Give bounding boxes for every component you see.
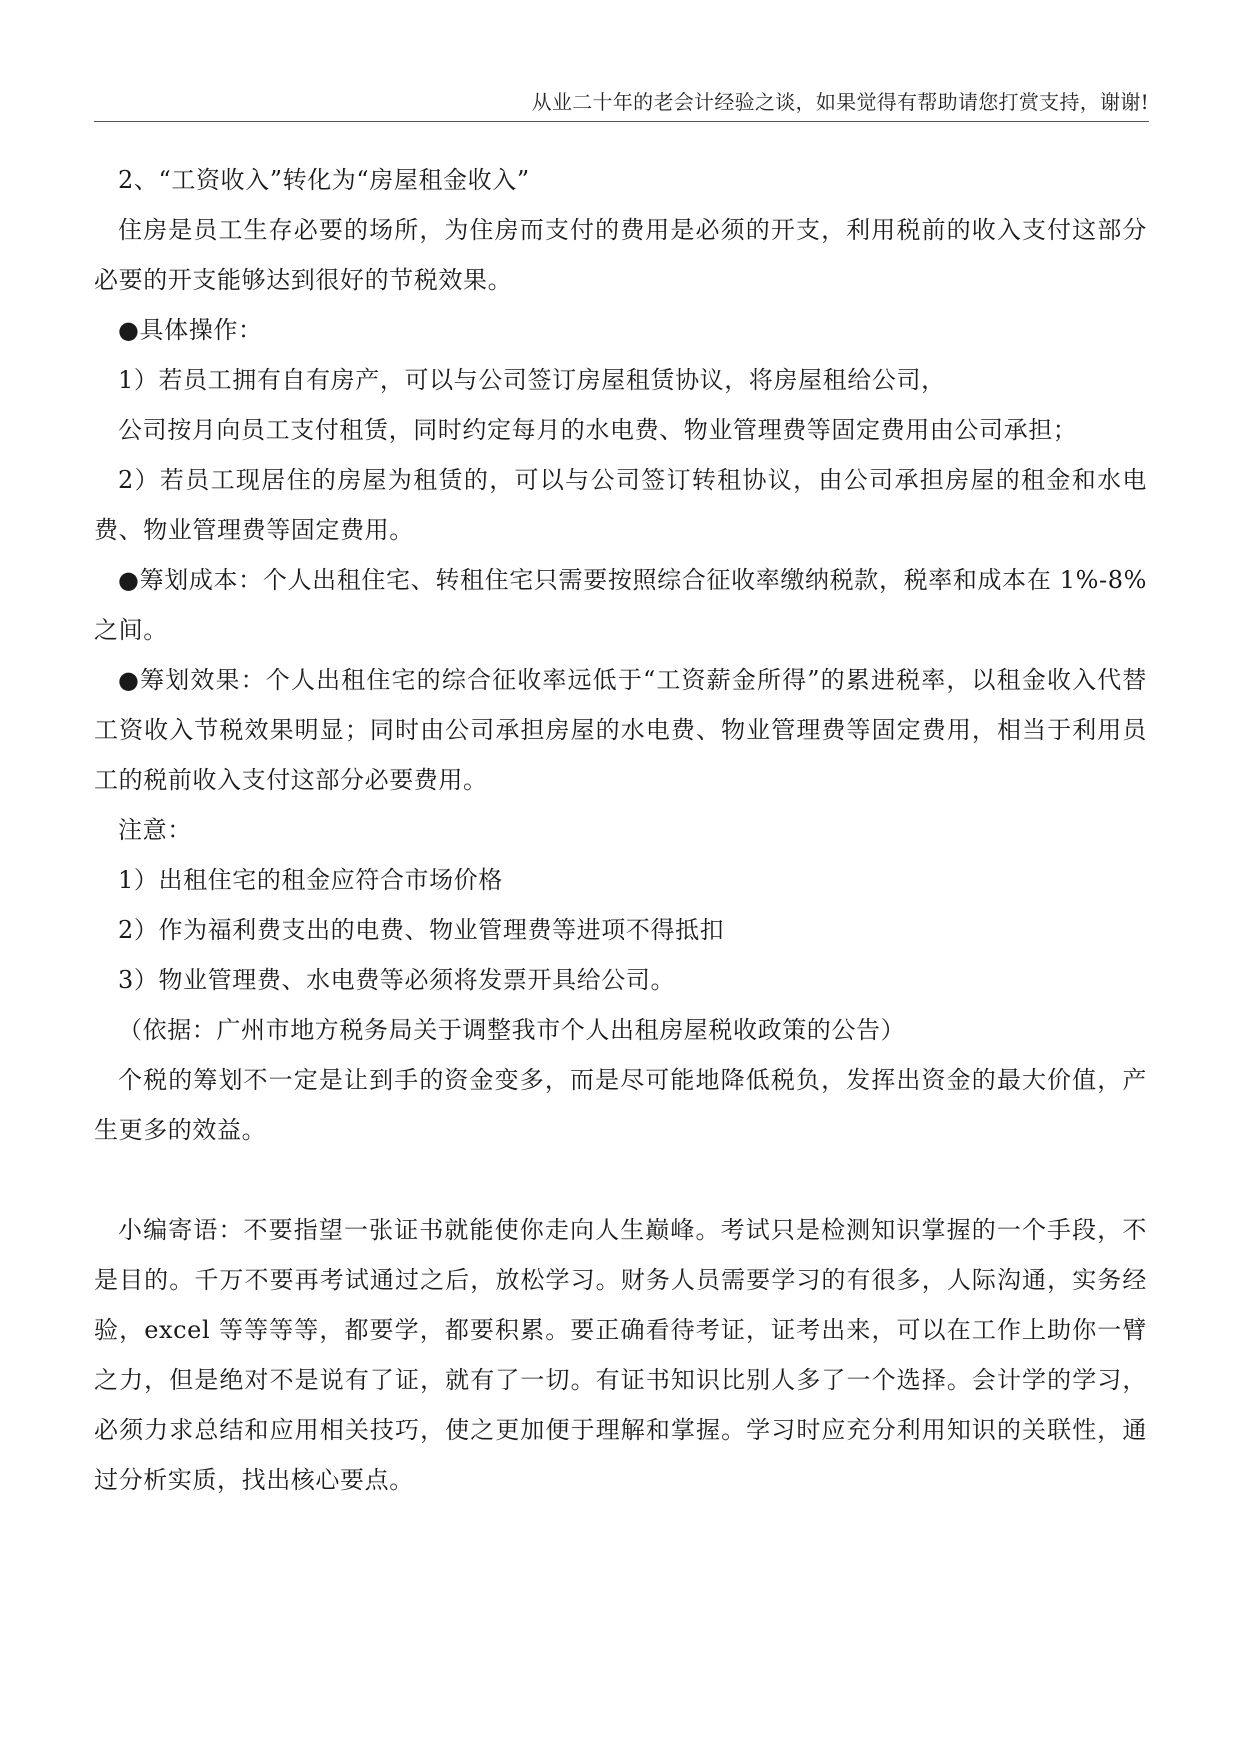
note-item-1: 1）出租住宅的租金应符合市场价格 [118, 866, 503, 894]
paragraph-step-2: 2）若员工现居住的房屋为租赁的，可以与公司签订转租协议，由公司承担房屋的租金和水电费、物业管理费等固定费用。 [94, 466, 1147, 544]
bullet-cost: ●筹划成本：个人出租住宅、转租住宅只需要按照综合征收率缴纳税款，税率和成本在 1%-8%之间。 [94, 566, 1147, 644]
note-item-2: 2）作为福利费支出的电费、物业管理费等进项不得抵扣 [118, 916, 725, 944]
bullet-operation: ●具体操作： [118, 316, 263, 344]
header-divider [94, 121, 1149, 122]
paragraph-summary: 个税的筹划不一定是让到手的资金变多，而是尽可能地降低税负，发挥出资金的最大价值，产生更多的效益。 [94, 1066, 1147, 1144]
note-label: 注意： [118, 816, 192, 844]
editor-note: 小编寄语：不要指望一张证书就能使你走向人生巅峰。考试只是检测知识掌握的一个手段，不是目的。千万不要再考试通过之后，放松学习。财务人员需要学习的有很多，人际沟通，实务经验，excel 等等等等，都要学，都要积累。要正确看待考证，证考出来，可以在工作上助你一臂之力，但是绝对不是说有了证，就有了一切。有证书知识比别人多了一个选择。会计学的学习，必须力求总结和应用相关技巧，使之更加便于理解和掌握。学习时应充分利用知识的关联性，通过分析实质，找出核心要点。 [94, 1216, 1147, 1494]
note-item-3: 3）物业管理费、水电费等必须将发票开具给公司。 [118, 966, 676, 994]
section-heading: 2、“工资收入”转化为“房屋租金收入” [118, 166, 530, 194]
document-body [94, 155, 1147, 1505]
paragraph-step-1-cont: 公司按月向员工支付租赁，同时约定每月的水电费、物业管理费等固定费用由公司承担； [118, 416, 1078, 444]
bullet-effect: ●筹划效果：个人出租住宅的综合征收率远低于“工资薪金所得”的累进税率，以租金收入代替工资收入节税效果明显；同时由公司承担房屋的水电费、物业管理费等固定费用，相当于利用员工的税前收入支付这部分必要费用。 [94, 666, 1147, 794]
paragraph-step-1: 1）若员工拥有自有房产，可以与公司签订房屋租赁协议，将房屋租给公司， [118, 366, 946, 394]
basis-citation: （依据：广州市地方税务局关于调整我市个人出租房屋税收政策的公告） [118, 1016, 906, 1044]
paragraph-intro: 住房是员工生存必要的场所，为住房而支付的费用是必须的开支，利用税前的收入支付这部分必要的开支能够达到很好的节税效果。 [94, 216, 1147, 294]
page-header: 从业二十年的老会计经验之谈，如果觉得有帮助请您打赏支持，谢谢! [531, 90, 1149, 114]
